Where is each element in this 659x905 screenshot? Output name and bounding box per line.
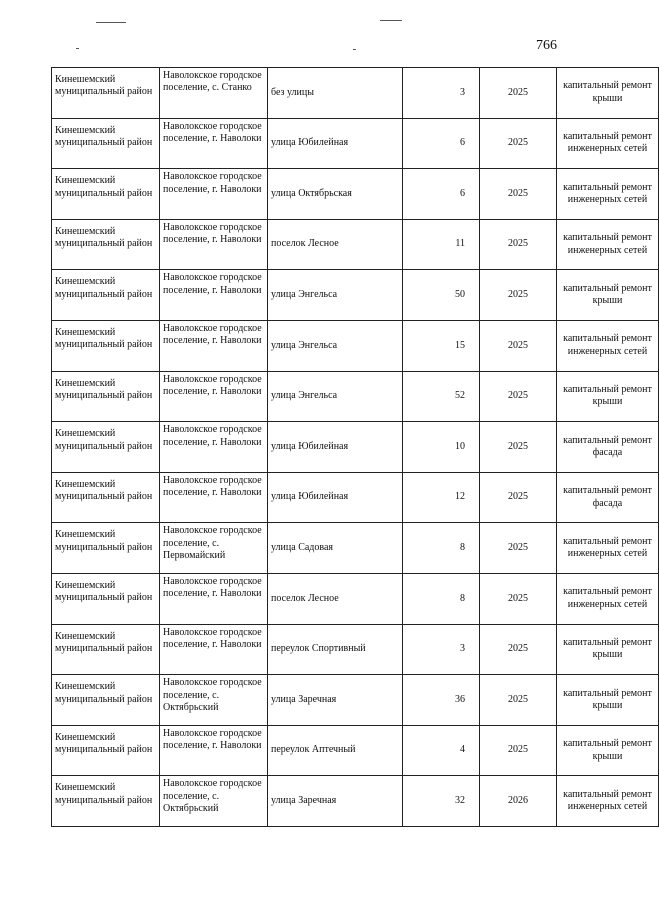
house-number-cell: 8 (403, 523, 480, 574)
house-number-cell: 8 (403, 573, 480, 624)
settlement-cell: Наволокское городское поселение, с. Станко (160, 68, 268, 119)
settlement-cell: Наволокское городское поселение, с. Октябрьский (160, 675, 268, 726)
work-type-cell: капитальный ремонт крыши (557, 68, 659, 119)
house-number-cell: 50 (403, 270, 480, 321)
house-number-cell: 32 (403, 776, 480, 827)
table-row (52, 270, 659, 321)
table-row (52, 371, 659, 422)
street-cell: улица Юбилейная (268, 118, 403, 169)
work-type-cell: капитальный ремонт инженерных сетей (557, 523, 659, 574)
table-row (52, 725, 659, 776)
house-number-cell: 6 (403, 118, 480, 169)
table-row (52, 523, 659, 574)
scan-mark (76, 48, 79, 49)
settlement-cell: Наволокское городское поселение, г. Наволоки (160, 472, 268, 523)
district-cell: Кинешемский муниципальный район (52, 270, 160, 321)
district-cell: Кинешемский муниципальный район (52, 776, 160, 827)
street-cell: поселок Лесное (268, 219, 403, 270)
table-row (52, 118, 659, 169)
year-cell: 2025 (480, 371, 557, 422)
year-cell: 2025 (480, 169, 557, 220)
year-cell: 2025 (480, 422, 557, 473)
street-cell: улица Энгельса (268, 371, 403, 422)
work-type-cell: капитальный ремонт фасада (557, 422, 659, 473)
scan-mark (380, 20, 402, 21)
year-cell: 2025 (480, 472, 557, 523)
street-cell: улица Заречная (268, 776, 403, 827)
settlement-cell: Наволокское городское поселение, г. Наволоки (160, 169, 268, 220)
year-cell: 2025 (480, 573, 557, 624)
table-row (52, 219, 659, 270)
year-cell: 2025 (480, 523, 557, 574)
street-cell: без улицы (268, 68, 403, 119)
settlement-cell: Наволокское городское поселение, г. Наволоки (160, 219, 268, 270)
year-cell: 2025 (480, 219, 557, 270)
district-cell: Кинешемский муниципальный район (52, 320, 160, 371)
district-cell: Кинешемский муниципальный район (52, 624, 160, 675)
year-cell: 2025 (480, 725, 557, 776)
street-cell: улица Заречная (268, 675, 403, 726)
house-number-cell: 36 (403, 675, 480, 726)
settlement-cell: Наволокское городское поселение, с. Октябрьский (160, 776, 268, 827)
year-cell: 2025 (480, 320, 557, 371)
work-type-cell: капитальный ремонт крыши (557, 725, 659, 776)
year-cell: 2026 (480, 776, 557, 827)
table-row (52, 68, 659, 119)
settlement-cell: Наволокское городское поселение, г. Наволоки (160, 725, 268, 776)
table-row (52, 624, 659, 675)
settlement-cell: Наволокское городское поселение, г. Наволоки (160, 422, 268, 473)
house-number-cell: 15 (403, 320, 480, 371)
street-cell: переулок Аптечный (268, 725, 403, 776)
house-number-cell: 6 (403, 169, 480, 220)
house-number-cell: 11 (403, 219, 480, 270)
work-type-cell: капитальный ремонт крыши (557, 270, 659, 321)
settlement-cell: Наволокское городское поселение, с. Первомайский (160, 523, 268, 574)
settlement-cell: Наволокское городское поселение, г. Наволоки (160, 624, 268, 675)
year-cell: 2025 (480, 675, 557, 726)
settlement-cell: Наволокское городское поселение, г. Наволоки (160, 118, 268, 169)
work-type-cell: капитальный ремонт инженерных сетей (557, 320, 659, 371)
table-row (52, 472, 659, 523)
year-cell: 2025 (480, 624, 557, 675)
settlement-cell: Наволокское городское поселение, г. Наволоки (160, 371, 268, 422)
house-number-cell: 4 (403, 725, 480, 776)
work-type-cell: капитальный ремонт инженерных сетей (557, 219, 659, 270)
house-number-cell: 3 (403, 68, 480, 119)
house-number-cell: 10 (403, 422, 480, 473)
work-type-cell: капитальный ремонт крыши (557, 371, 659, 422)
district-cell: Кинешемский муниципальный район (52, 523, 160, 574)
work-type-cell: капитальный ремонт инженерных сетей (557, 776, 659, 827)
settlement-cell: Наволокское городское поселение, г. Наволоки (160, 270, 268, 321)
work-type-cell: капитальный ремонт крыши (557, 675, 659, 726)
settlement-cell: Наволокское городское поселение, г. Наволоки (160, 573, 268, 624)
repair-schedule-table (51, 67, 659, 827)
street-cell: улица Юбилейная (268, 472, 403, 523)
scan-mark (96, 22, 126, 23)
table-row (52, 573, 659, 624)
house-number-cell: 52 (403, 371, 480, 422)
table-row (52, 776, 659, 827)
table-row (52, 422, 659, 473)
district-cell: Кинешемский муниципальный район (52, 371, 160, 422)
street-cell: переулок Спортивный (268, 624, 403, 675)
house-number-cell: 12 (403, 472, 480, 523)
district-cell: Кинешемский муниципальный район (52, 169, 160, 220)
work-type-cell: капитальный ремонт инженерных сетей (557, 573, 659, 624)
year-cell: 2025 (480, 270, 557, 321)
street-cell: улица Октябрьская (268, 169, 403, 220)
table-row (52, 675, 659, 726)
work-type-cell: капитальный ремонт фасада (557, 472, 659, 523)
district-cell: Кинешемский муниципальный район (52, 725, 160, 776)
work-type-cell: капитальный ремонт крыши (557, 624, 659, 675)
table-row (52, 320, 659, 371)
street-cell: улица Юбилейная (268, 422, 403, 473)
district-cell: Кинешемский муниципальный район (52, 219, 160, 270)
district-cell: Кинешемский муниципальный район (52, 573, 160, 624)
settlement-cell: Наволокское городское поселение, г. Наволоки (160, 320, 268, 371)
street-cell: улица Энгельса (268, 270, 403, 321)
district-cell: Кинешемский муниципальный район (52, 675, 160, 726)
house-number-cell: 3 (403, 624, 480, 675)
table-row (52, 169, 659, 220)
district-cell: Кинешемский муниципальный район (52, 472, 160, 523)
work-type-cell: капитальный ремонт инженерных сетей (557, 169, 659, 220)
year-cell: 2025 (480, 118, 557, 169)
year-cell: 2025 (480, 68, 557, 119)
work-type-cell: капитальный ремонт инженерных сетей (557, 118, 659, 169)
street-cell: поселок Лесное (268, 573, 403, 624)
district-cell: Кинешемский муниципальный район (52, 118, 160, 169)
district-cell: Кинешемский муниципальный район (52, 68, 160, 119)
scan-mark (353, 49, 356, 50)
street-cell: улица Энгельса (268, 320, 403, 371)
street-cell: улица Садовая (268, 523, 403, 574)
district-cell: Кинешемский муниципальный район (52, 422, 160, 473)
page-number: 766 (536, 38, 557, 53)
